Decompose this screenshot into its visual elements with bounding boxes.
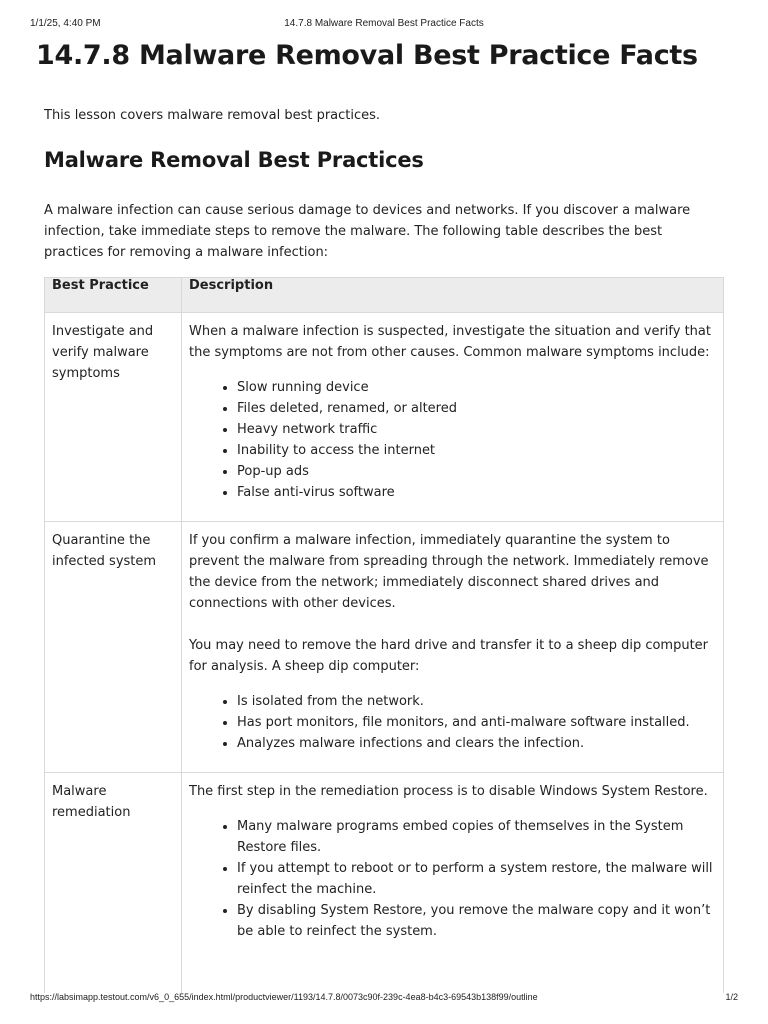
list-item: • Files deleted, renamed, or altered xyxy=(237,398,716,419)
table-row xyxy=(45,313,724,522)
list-item: • Inability to access the internet xyxy=(237,440,716,461)
description-cell xyxy=(182,522,724,773)
list-item: • By disabling System Restore, you remove the malware copy and it won’t be able to reinfect the system. xyxy=(237,900,716,942)
print-footer xyxy=(30,992,738,1002)
bullet-list xyxy=(189,377,716,503)
print-url: https://labsimapp.testout.com/v6_0_655/index.html/productviewer/1193/14.7.8/0073c90f-239c-4ea8-b4c3-69543b138f99/outline xyxy=(30,992,538,1002)
bullet-list xyxy=(189,691,716,754)
list-item: • Many malware programs embed copies of themselves in the System Restore files. xyxy=(237,816,716,858)
section-paragraph: A malware infection can cause serious damage to devices and networks. If you discover a malware infection, take immediate steps to remove the malware. The following table describes the best practices for removing a malware infection: xyxy=(44,203,691,260)
list-item: • Analyzes malware infections and clears the infection. xyxy=(237,733,716,754)
description-paragraph: The first step in the remediation process is to disable Windows System Restore. xyxy=(189,784,708,799)
print-page-title: 14.7.8 Malware Removal Best Practice Facts xyxy=(284,18,484,29)
print-header xyxy=(30,18,738,29)
practice-cell: Investigate and verify malware symptoms xyxy=(45,313,182,522)
best-practices-table xyxy=(44,277,724,993)
print-datetime: 1/1/25, 4:40 PM xyxy=(30,18,101,29)
table-row xyxy=(45,522,724,773)
table-header-row xyxy=(45,278,724,313)
print-page-number: 1/2 xyxy=(725,992,738,1002)
description-paragraph: If you confirm a malware infection, immediately quarantine the system to prevent the malware from spreading through the network. Immediately remove the device from the network; immediately disconnect shared drives and connections with other devices. xyxy=(189,533,709,611)
list-item: • Is isolated from the network. xyxy=(237,691,716,712)
description-paragraph: When a malware infection is suspected, investigate the situation and verify that the symptoms are not from other causes. Common malware symptoms include: xyxy=(189,324,711,360)
column-header-practice: Best Practice xyxy=(45,278,182,313)
description-cell xyxy=(182,773,724,994)
list-item: • Heavy network traffic xyxy=(237,419,716,440)
list-item: • If you attempt to reboot or to perform a system restore, the malware will reinfect the machine. xyxy=(237,858,716,900)
column-header-description: Description xyxy=(182,278,724,313)
description-paragraph: You may need to remove the hard drive and transfer it to a sheep dip computer for analysis. A sheep dip computer: xyxy=(189,638,709,674)
list-item: • Has port monitors, file monitors, and anti-malware software installed. xyxy=(237,712,716,733)
table-row xyxy=(45,773,724,994)
description-cell xyxy=(182,313,724,522)
list-item: • False anti-virus software xyxy=(237,482,716,503)
list-item: • Slow running device xyxy=(237,377,716,398)
section-heading: Malware Removal Best Practices xyxy=(44,148,424,172)
intro-text: This lesson covers malware removal best practices. xyxy=(44,108,381,123)
page-title: 14.7.8 Malware Removal Best Practice Facts xyxy=(36,40,698,71)
bullet-list xyxy=(189,816,716,942)
practice-cell: Malware remediation xyxy=(45,773,182,994)
list-item: • Pop-up ads xyxy=(237,461,716,482)
practice-cell: Quarantine the infected system xyxy=(45,522,182,773)
